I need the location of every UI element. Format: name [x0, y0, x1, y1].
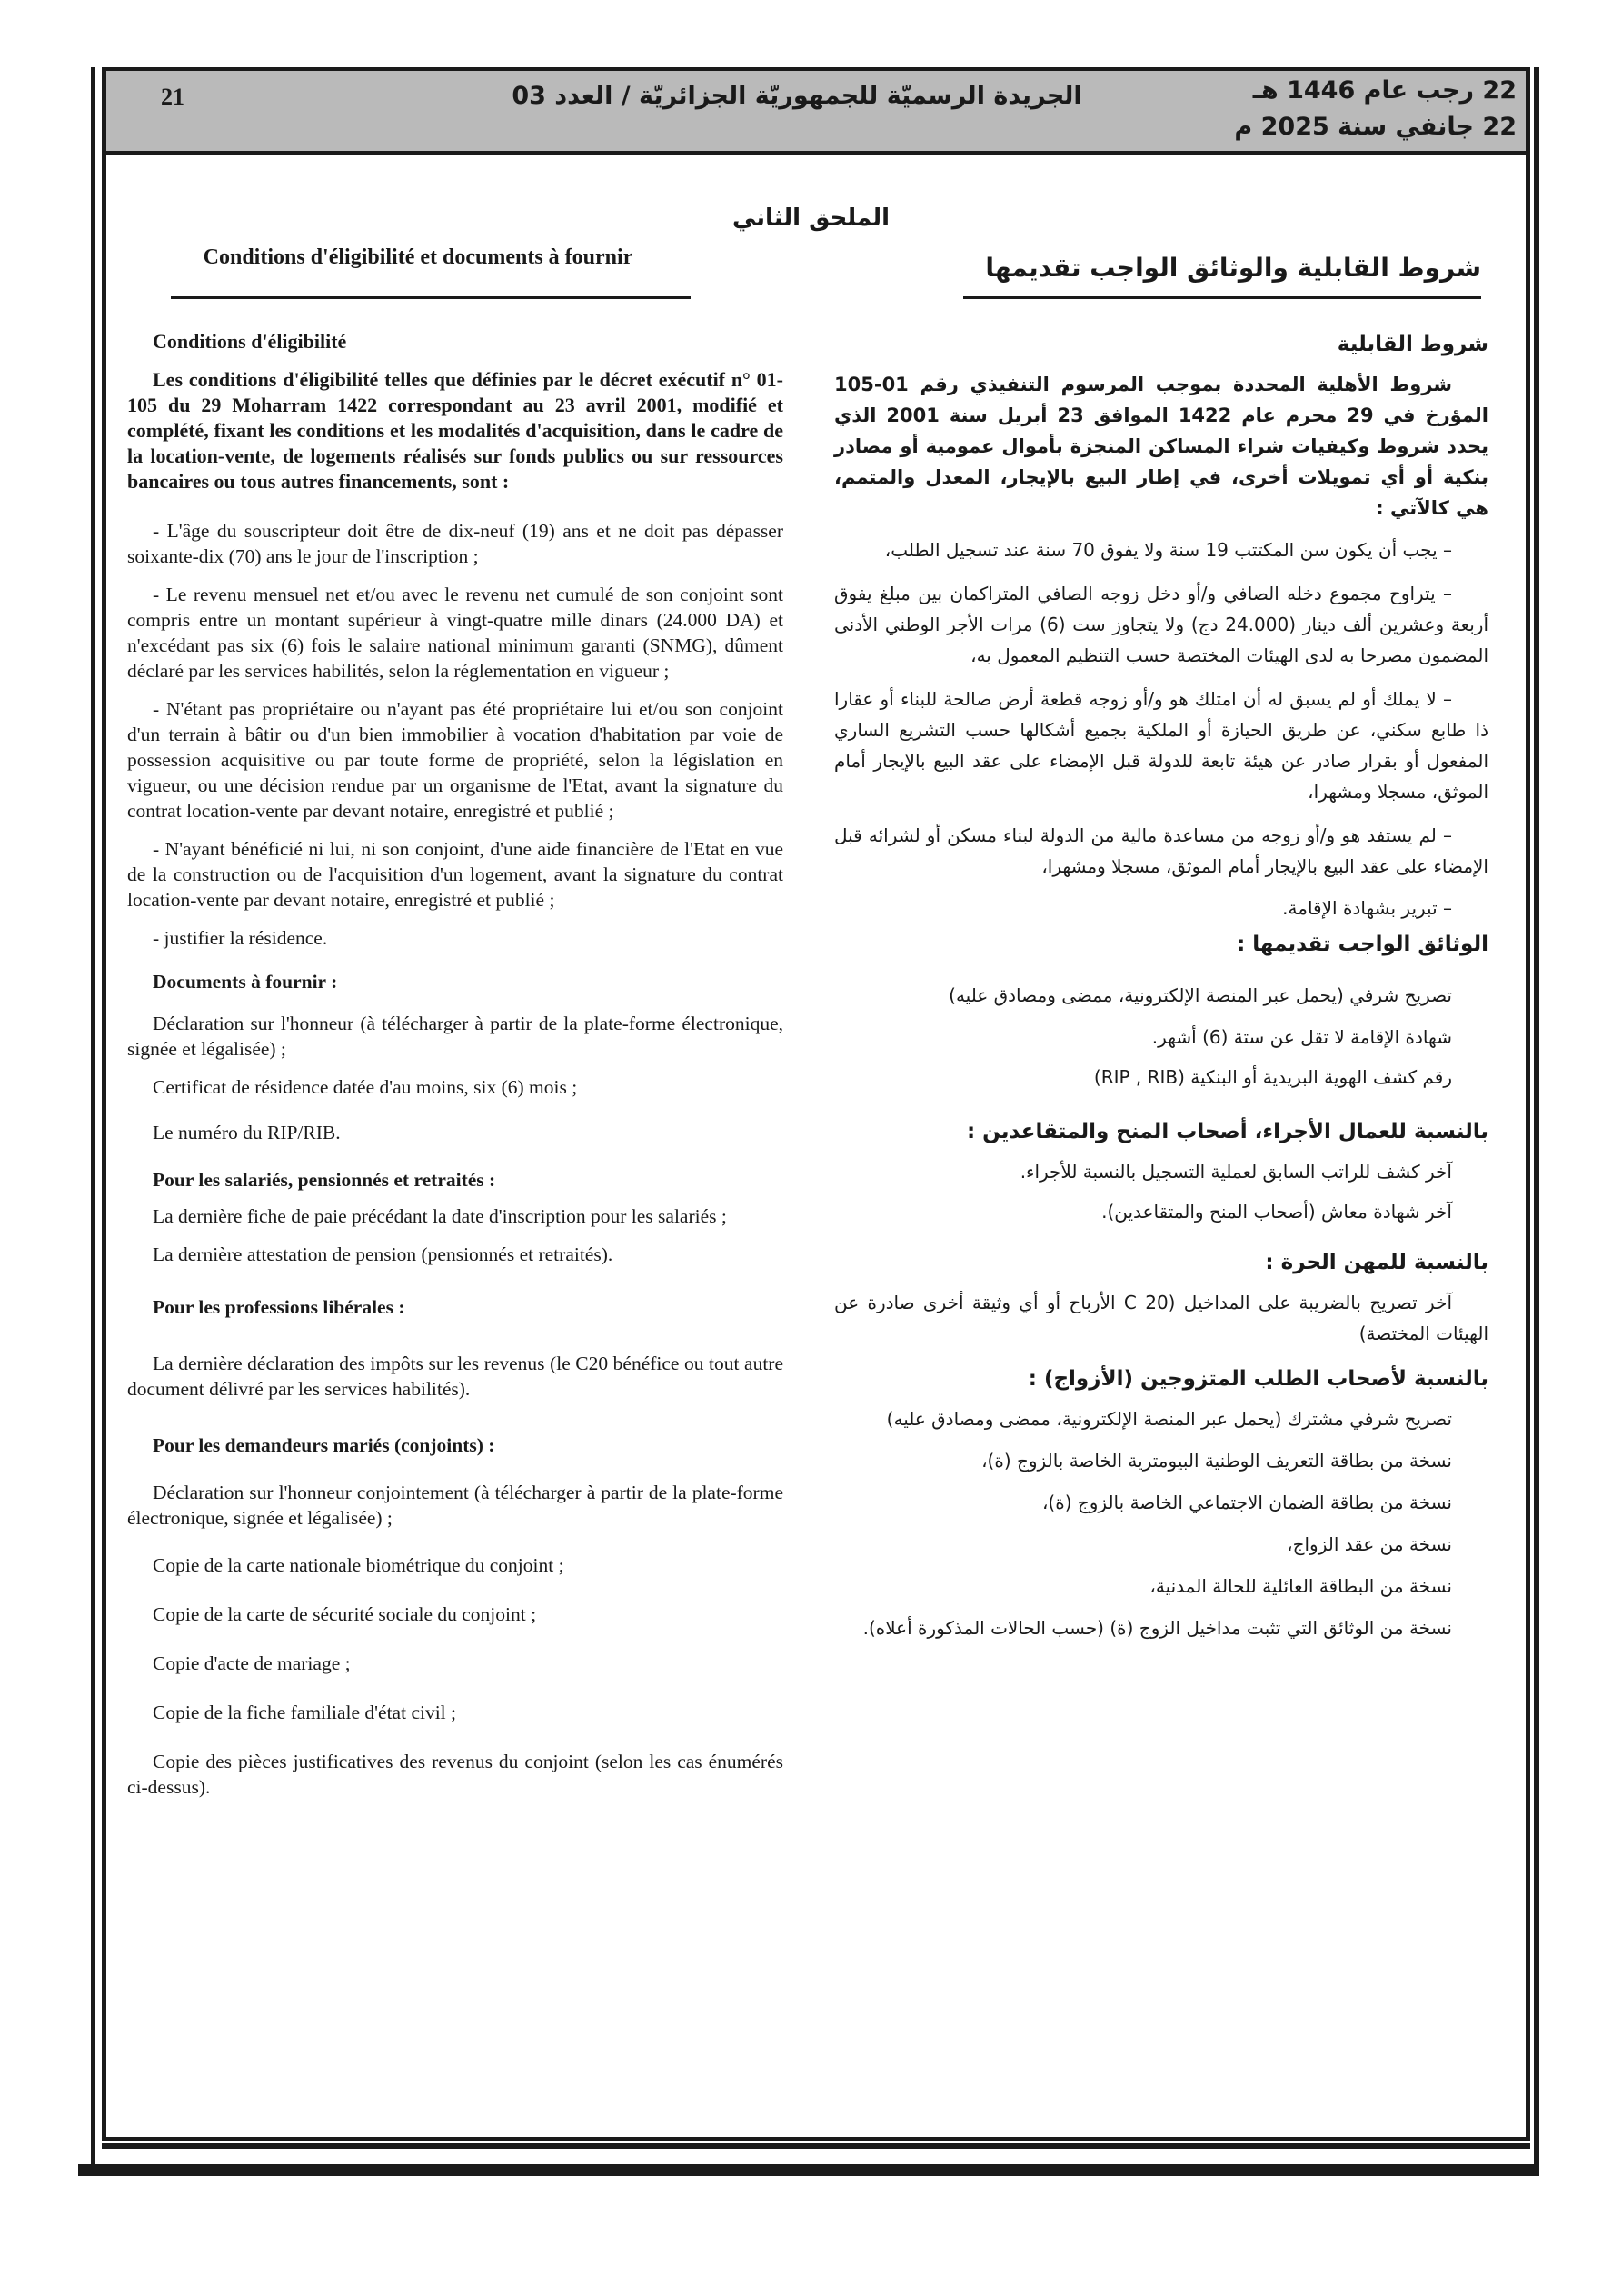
condition-item-ar: – يجب أن يكون سن المكتتب 19 سنة ولا يفوق 70 سنة عند تسجيل الطلب، — [884, 539, 1452, 561]
page-frame-outer-left — [91, 67, 95, 2176]
salaried-item: La dernière fiche de paie précédant la date d'inscription pour les salariés ; — [153, 1205, 727, 1227]
married-heading-ar: بالنسبة لأصحاب الطلب المتزوجين (الأزواج) : — [1028, 1367, 1488, 1391]
arabic-column-title: شروط القابلية والوثائق الواجب تقديمها — [985, 253, 1481, 283]
married-item-ar: نسخة من بطاقة التعريف الوطنية البيومترية الخاصة بالزوج (ة)، — [981, 1450, 1452, 1472]
issue-date — [1234, 73, 1517, 145]
married-item: Copie des pièces justificatives des revenus du conjoint (selon les cas énumérés ci-dessus). — [127, 1751, 783, 1798]
french-title-rule — [171, 296, 691, 299]
document-item-ar: شهادة الإقامة لا تقل عن ستة (6) أشهر. — [1151, 1026, 1452, 1048]
document-item: Le numéro du RIP/RIB. — [153, 1122, 341, 1143]
eligibility-intro-ar: شروط الأهلية المحددة بموجب المرسوم التنفيذي رقم 01-105 المؤرخ في 29 محرم عام 1422 الموافق 23 أبريل سنة 2001 الذي يحدد شروط وكيفيات شراء المساكن المنجزة بأموال عمومية أو مصادر بنكية أو أي تمويلات أخرى، في إطار البيع بالإيجار، المعدل والمتمم، هي كالآتي : — [834, 374, 1489, 519]
married-item-ar: نسخة من البطاقة العائلية للحالة المدنية، — [1149, 1575, 1452, 1597]
document-item: Certificat de résidence datée d'au moins, six (6) mois ; — [153, 1076, 578, 1098]
salaried-item: La dernière attestation de pension (pensionnés et retraités). — [153, 1243, 613, 1265]
salaried-heading-ar: بالنسبة للعمال الأجراء، أصحاب المنح والمتقاعدين : — [966, 1120, 1488, 1143]
page-frame-shadow-right — [1534, 67, 1539, 2176]
liberal-item-ar: آخر تصريح بالضريبة على المداخيل (C 20 الأرباح أو أي وثيقة أخرى صادرة عن الهيئات المختصة) — [834, 1292, 1488, 1344]
married-item: Copie d'acte de mariage ; — [153, 1652, 351, 1674]
married-item-ar: تصريح شرفي مشترك (يحمل عبر المنصة الإلكترونية، ممضى ومصادق عليه) — [886, 1408, 1452, 1430]
page-frame-shadow-bottom — [78, 2164, 1539, 2176]
liberal-item: La dernière déclaration des impôts sur les revenus (le C20 bénéfice ou tout autre document délivré par les services habilités). — [127, 1353, 783, 1400]
married-item-ar: نسخة من بطاقة الضمان الاجتماعي الخاصة بالزوج (ة)، — [1041, 1492, 1452, 1513]
document-item: Déclaration sur l'honneur (à télécharger à partir de la plate-forme électronique, signée et légalisée) ; — [127, 1013, 783, 1060]
date-gregorian: 22 جانفي سنة 2025 م — [1234, 113, 1517, 141]
liberal-heading: Pour les professions libérales : — [153, 1296, 405, 1318]
salaried-item-ar: آخر كشف للراتب السابق لعملية التسجيل بالنسبة للأجراء. — [1020, 1161, 1452, 1183]
eligibility-heading: Conditions d'éligibilité — [153, 330, 347, 353]
married-item: Copie de la fiche familiale d'état civil ; — [153, 1702, 457, 1723]
date-hijri: 22 رجب عام 1446 هـ — [1252, 76, 1517, 105]
married-heading: Pour les demandeurs mariés (conjoints) : — [153, 1434, 495, 1456]
documents-heading-ar: الوثائق الواجب تقديمها : — [1237, 933, 1488, 956]
condition-item: - Le revenu mensuel net et/ou avec le revenu net cumulé de son conjoint sont compris entre un montant supérieur à vingt-quatre mille dinars (24.000 DA) et n'excédant pas six (6) fois le salaire national minimum garanti (SNMG), dûment déclaré par les services habilités, selon la réglementation en vigueur ; — [127, 584, 783, 682]
condition-item-ar: – تبرير بشهادة الإقامة. — [1282, 897, 1452, 919]
condition-item: - N'ayant bénéficié ni lui, ni son conjoint, d'une aide financière de l'Etat en vue de la construction ou de l'acquisition d'un logement, avant la signature du contrat location-vente par devant notaire, enregistré et publié ; — [127, 838, 783, 911]
arabic-column — [834, 329, 1488, 1643]
liberal-heading-ar: بالنسبة للمهن الحرة : — [1265, 1251, 1488, 1274]
french-column-title: Conditions d'éligibilité et documents à fournir — [203, 245, 633, 269]
document-item-ar: تصريح شرفي (يحمل عبر المنصة الإلكترونية، ممضى ومصادق عليه) — [949, 984, 1452, 1006]
eligibility-intro: Les conditions d'éligibilité telles que définies par le décret exécutif n° 01-105 du 29 Moharram 1422 correspondant au 23 avril 2001, modifié et complété, fixant les conditions et les modalités d'acquisition, dans le cadre de la location-vente, de logements réalisés sur fonds publics ou sur ressources bancaires ou tous autres financements, sont : — [127, 368, 783, 493]
salaried-heading: Pour les salariés, pensionnés et retraités : — [153, 1169, 496, 1191]
condition-item: - justifier la résidence. — [153, 927, 328, 949]
page-header — [106, 71, 1526, 155]
condition-item-ar: – لا يملك أو لم يسبق له أن امتلك هو و/أو زوجه قطعة أرض صالحة للبناء أو عقارا ذا طابع سكني، عن طريق الحيازة أو الملكية بجميع أشكالها حسب التشريع الساري المفعول أو بقرار صادر عن هيئة تابعة للدولة قبل الإمضاء على عقد البيع بالإيجار أمام الموثق، مسجلا ومشهرا، — [834, 688, 1488, 803]
arabic-title-rule — [963, 296, 1481, 299]
annex-title: الملحق الثاني — [731, 205, 891, 232]
married-item: Copie de la carte de sécurité sociale du conjoint ; — [153, 1603, 537, 1625]
married-item: Copie de la carte nationale biométrique du conjoint ; — [153, 1554, 564, 1576]
journal-title: الجريدة الرسميّة للجمهوريّة الجزائريّة / العدد 03 — [512, 82, 1082, 110]
eligibility-heading-ar: شروط القابلية — [1337, 333, 1488, 356]
document-item-ar: رقم كشف الهوية البريدية أو البنكية (RIP , RIB) — [1093, 1066, 1452, 1088]
married-item-ar: نسخة من عقد الزواج، — [1287, 1533, 1452, 1555]
page-frame-bottom — [102, 2143, 1530, 2149]
french-column — [127, 329, 783, 1800]
condition-item: - L'âge du souscripteur doit être de dix-neuf (19) ans et ne doit pas dépasser soixante-dix (70) ans le jour de l'inscription ; — [127, 520, 783, 567]
page-number: 21 — [161, 84, 184, 110]
salaried-item-ar: آخر شهادة معاش (أصحاب المنح والمتقاعدين). — [1101, 1201, 1452, 1223]
condition-item-ar: – يتراوح مجموع دخله الصافي و/أو دخل زوجه الصافي المتراكمان بين مبلغ يفوق أربعة وعشرين ألف دينار (24.000 دج) ولا يتجاوز ست (6) مرات الأجر الوطني الأدنى المضمون مصرحا به لدى الهيئات المختصة حسب التنظيم المعمول به، — [834, 583, 1489, 666]
documents-heading: Documents à fournir : — [153, 971, 338, 993]
married-item: Déclaration sur l'honneur conjointement (à télécharger à partir de la plate-forme électronique, signée et légalisée) ; — [127, 1482, 783, 1529]
condition-item: - N'étant pas propriétaire ou n'ayant pas été propriétaire lui et/ou son conjoint d'un terrain à bâtir ou d'un bien immobilier à vocation d'habitation par voie de possession acquisitive ou par toute forme de propriété, selon la législation en vigueur, ou une décision rendue par un organisme de l'Etat, avant la signature du contrat location-vente par devant notaire, enregistré et publié ; — [127, 698, 783, 822]
married-item-ar: نسخة من الوثائق التي تثبت مداخيل الزوج (ة) (حسب الحالات المذكورة أعلاه). — [862, 1617, 1452, 1639]
condition-item-ar: – لم يستفد هو و/أو زوجه من مساعدة مالية من الدولة لبناء مسكن أو لشرائه قبل الإمضاء على عقد البيع بالإيجار أمام الموثق، مسجلا ومشهرا، — [834, 824, 1488, 877]
